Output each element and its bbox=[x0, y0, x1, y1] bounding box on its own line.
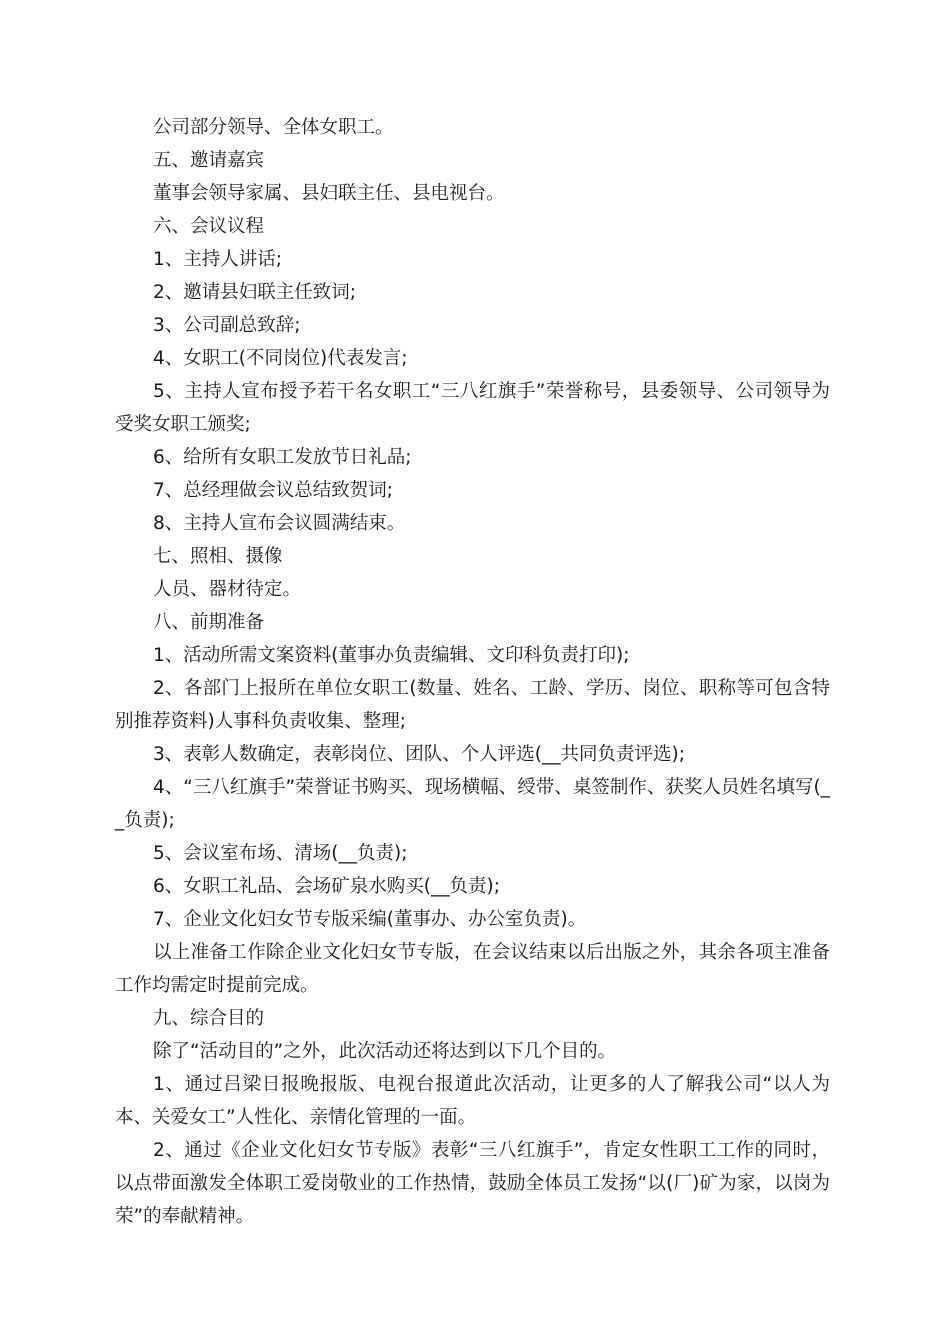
list-item: 2、通过《企业文化妇女节专版》表彰“三八红旗手”，肯定女性职工工作的同时，以点带面激发全体职工爱岗敬业的工作热情，鼓励全体员工发扬“以(厂)矿为家，以岗为荣”的奉献精神。 bbox=[115, 1140, 830, 1227]
list-item: 2、邀请县妇联主任致词; bbox=[153, 282, 357, 303]
list-item: 4、女职工(不同岗位)代表发言; bbox=[153, 348, 408, 369]
paragraph: 除了“活动目的”之外，此次活动还将达到以下几个目的。 bbox=[153, 1041, 617, 1062]
list-item: 1、通过吕梁日报晚报版、电视台报道此次活动，让更多的人了解我公司“以人为本、关爱女工”人性化、亲情化管理的一面。 bbox=[115, 1074, 830, 1128]
list-item: 1、主持人讲话; bbox=[153, 249, 283, 270]
list-item: 8、主持人宣布会议圆满结束。 bbox=[153, 513, 406, 534]
list-item: 7、总经理做会议总结致贺词; bbox=[153, 480, 394, 501]
list-item: 5、主持人宣布授予若干名女职工“三八红旗手”荣誉称号，县委领导、公司领导为受奖女职工颁奖; bbox=[115, 381, 830, 435]
section-heading: 八、前期准备 bbox=[153, 612, 265, 633]
section-heading: 六、会议议程 bbox=[153, 216, 265, 237]
list-item: 5、会议室布场、清场(__负责); bbox=[153, 843, 408, 864]
section-heading: 九、综合目的 bbox=[153, 1008, 265, 1029]
list-item: 2、各部门上报所在单位女职工(数量、姓名、工龄、学历、岗位、职称等可包含特别推荐资料)人事科负责收集、整理; bbox=[115, 678, 830, 732]
paragraph: 以上准备工作除企业文化妇女节专版，在会议结束以后出版之外，其余各项主准备工作均需定时提前完成。 bbox=[115, 942, 830, 996]
section-heading: 七、照相、摄像 bbox=[153, 546, 283, 567]
paragraph: 公司部分领导、全体女职工。 bbox=[153, 117, 394, 138]
section-heading: 五、邀请嘉宾 bbox=[153, 150, 265, 171]
list-item: 4、“三八红旗手”荣誉证书购买、现场横幅、绶带、桌签制作、获奖人员姓名填写(__负责); bbox=[115, 777, 830, 831]
list-item: 3、公司副总致辞; bbox=[153, 315, 301, 336]
paragraph: 人员、器材待定。 bbox=[153, 579, 302, 600]
list-item: 6、女职工礼品、会场矿泉水购买(__负责); bbox=[153, 876, 500, 897]
document-body bbox=[115, 111, 830, 1233]
list-item: 1、活动所需文案资料(董事办负责编辑、文印科负责打印); bbox=[153, 645, 630, 666]
paragraph: 董事会领导家属、县妇联主任、县电视台。 bbox=[153, 183, 505, 204]
list-item: 7、企业文化妇女节专版采编(董事办、办公室负责)。 bbox=[153, 909, 587, 930]
list-item: 3、表彰人数确定，表彰岗位、团队、个人评选(__共同负责评选); bbox=[153, 744, 685, 765]
list-item: 6、给所有女职工发放节日礼品; bbox=[153, 447, 412, 468]
